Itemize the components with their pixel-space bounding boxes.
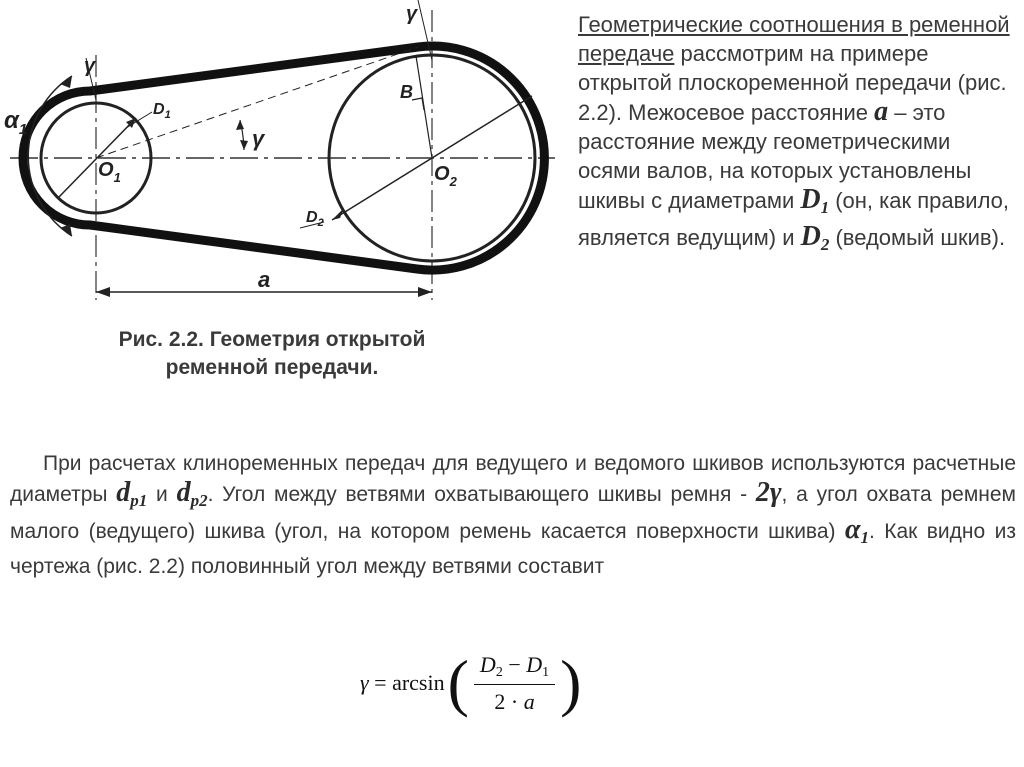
formula-fraction <box>474 652 555 715</box>
right-text-1: рассмотрим на примере открытой плоскоременной передачи (рис. 2.2). Межосевое расстояние <box>578 41 1007 125</box>
fraction-denominator: 2 · a <box>494 688 535 714</box>
symbol-d1: $D_1$ <box>800 184 830 217</box>
dimension-a-arrow-right <box>418 287 432 297</box>
right-text-2: – это расстояние между геометрическими осями валов, на которых установлены шкивы с диаметрами <box>578 100 972 213</box>
gamma-arc-arrow2 <box>236 120 244 130</box>
label-b: B <box>400 82 413 102</box>
gamma-arc-arrow <box>240 140 248 150</box>
para-text-4: . Как видно из чертежа (рис. 2.2) половинный угол между ветвями составит <box>10 520 1016 578</box>
para-and: и <box>147 483 177 506</box>
paren-right: ) <box>560 647 582 718</box>
right-text-3: (он, как правило, является ведущим) и <box>578 188 1010 250</box>
label-gamma-center: γ <box>252 126 265 151</box>
label-gamma-top: γ <box>406 3 418 25</box>
alpha-arrow-top <box>60 76 72 88</box>
para-text-2: . Угол между ветвями охватывающего шкивы ремня - <box>207 483 756 506</box>
symbol-dp2: $d_{p2}$ <box>176 477 208 510</box>
figure-caption <box>62 326 482 382</box>
symbol-a: a <box>874 96 889 127</box>
caption-line-1: Рис. 2.2. Геометрия открытой <box>118 328 426 351</box>
right-text-4: (ведомый шкив). <box>829 225 1006 250</box>
para-text-1: При расчетах клиноременных передач для ведущего и ведомого шкивов используются расчетные диаметры <box>10 452 1016 506</box>
label-alpha1: $\alpha_1$ <box>4 107 28 138</box>
main-paragraph <box>10 449 1016 581</box>
paren-left: ( <box>447 647 469 718</box>
label-o1: $O_1$ <box>98 159 121 185</box>
label-d1: $D_1$ <box>153 101 171 121</box>
dimension-a-arrow-left <box>96 287 110 297</box>
underlined-heading: Геометрические соотношения в ременной передаче <box>578 12 1010 66</box>
gamma-formula <box>360 648 584 718</box>
label-o2: $O_2$ <box>434 163 457 189</box>
symbol-alpha1: $\alpha_1$ <box>844 514 869 547</box>
formula-lhs: γ <box>360 670 369 695</box>
caption-line-2: ременной передачи. <box>165 356 379 379</box>
right-angle-marker <box>412 98 424 110</box>
fraction-numerator: D2 − D1 <box>474 652 555 685</box>
alpha-arrow-bottom <box>60 224 72 236</box>
symbol-d2: $D_2$ <box>800 221 830 254</box>
symbol-two-gamma: 2γ <box>755 477 782 508</box>
belt-drive-diagram <box>0 0 560 320</box>
symbol-dp1: $d_{p1}$ <box>116 477 148 510</box>
label-gamma-left: γ <box>84 55 96 77</box>
formula-eq: = arcsin <box>368 670 445 695</box>
label-d2: $D_2$ <box>306 209 324 229</box>
right-description <box>578 10 1018 259</box>
label-a: a <box>258 267 271 292</box>
para-text-3: , а угол охвата ремнем малого (ведущего) шкива (угол, на котором ремень касается поверхности шкива) <box>10 483 1016 543</box>
